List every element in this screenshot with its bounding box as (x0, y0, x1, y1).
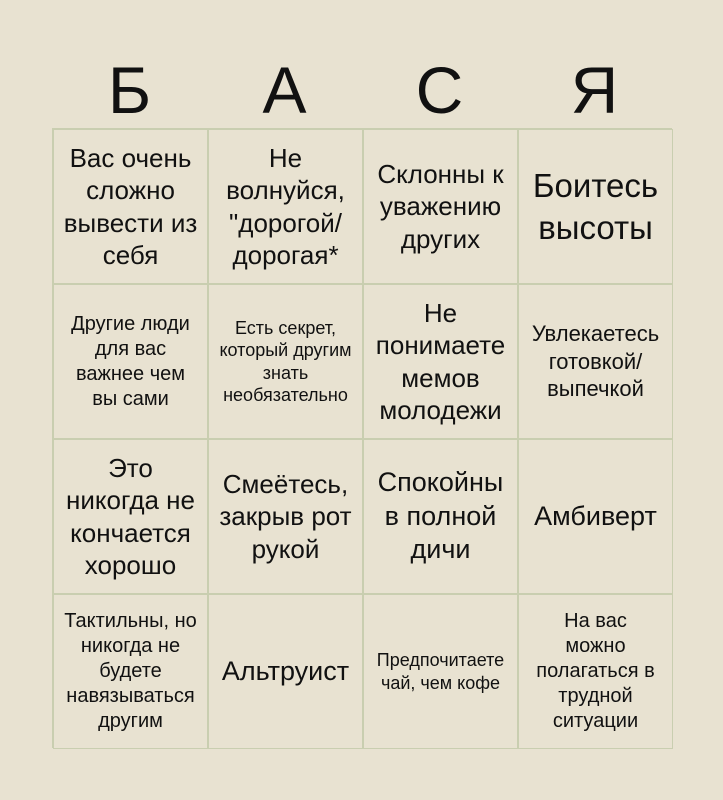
bingo-cell-text: Предпочитаете чай, чем кофе (376, 650, 505, 693)
header-letter-2: А (262, 53, 307, 127)
bingo-cell-text: Склонны к уважению других (377, 158, 504, 254)
bingo-cell-text: Другие люди для вас важнее чем вы сами (71, 312, 190, 410)
bingo-cell[interactable] (53, 129, 208, 284)
bingo-cell[interactable] (208, 439, 363, 594)
bingo-cell[interactable] (208, 284, 363, 439)
bingo-cell-text: Не понимаете мемов молодежи (375, 297, 506, 425)
bingo-cell[interactable] (208, 129, 363, 284)
bingo-cell[interactable] (518, 439, 673, 594)
bingo-cell[interactable] (518, 129, 673, 284)
bingo-cell-text: На вас можно полагаться в трудной ситуации (536, 610, 655, 732)
bingo-cell[interactable] (363, 129, 518, 284)
bingo-cell[interactable] (53, 439, 208, 594)
bingo-cell-text: Это никогда не кончается хорошо (66, 452, 195, 580)
bingo-cell-text: Тактильны, но никогда не будете навязываться другим (64, 610, 197, 732)
header-letter-3: С (415, 53, 464, 127)
bingo-cell-text: Амбиверт (534, 500, 657, 531)
header-letter-4: Я (570, 53, 619, 127)
bingo-grid (52, 128, 672, 748)
bingo-cell-text: Вас очень сложно вывести из себя (63, 142, 198, 270)
bingo-cell[interactable] (363, 594, 518, 749)
bingo-cell-text: Есть секрет, который другим знать необязательно (219, 317, 352, 405)
bingo-cell-text: Альтруист (221, 655, 350, 686)
header-letter-1: Б (107, 53, 152, 127)
bingo-cell[interactable] (208, 594, 363, 749)
bingo-cell-text: Не волнуйся, "дорогой/ дорогая* (226, 142, 345, 270)
bingo-cell[interactable] (53, 284, 208, 439)
bingo-cell[interactable] (518, 284, 673, 439)
bingo-header (52, 52, 672, 128)
bingo-cell-text: Увлекаетесь готовкой/ выпечкой (531, 321, 660, 402)
bingo-cell-text: Боитесь высоты (532, 167, 659, 246)
bingo-cell-text: Смеётесь, закрыв рот рукой (219, 468, 352, 564)
bingo-cell[interactable] (363, 284, 518, 439)
bingo-cell[interactable] (53, 594, 208, 749)
bingo-cell[interactable] (363, 439, 518, 594)
bingo-cell[interactable] (518, 594, 673, 749)
bingo-cell-text: Спокойны в полной дичи (377, 466, 504, 565)
